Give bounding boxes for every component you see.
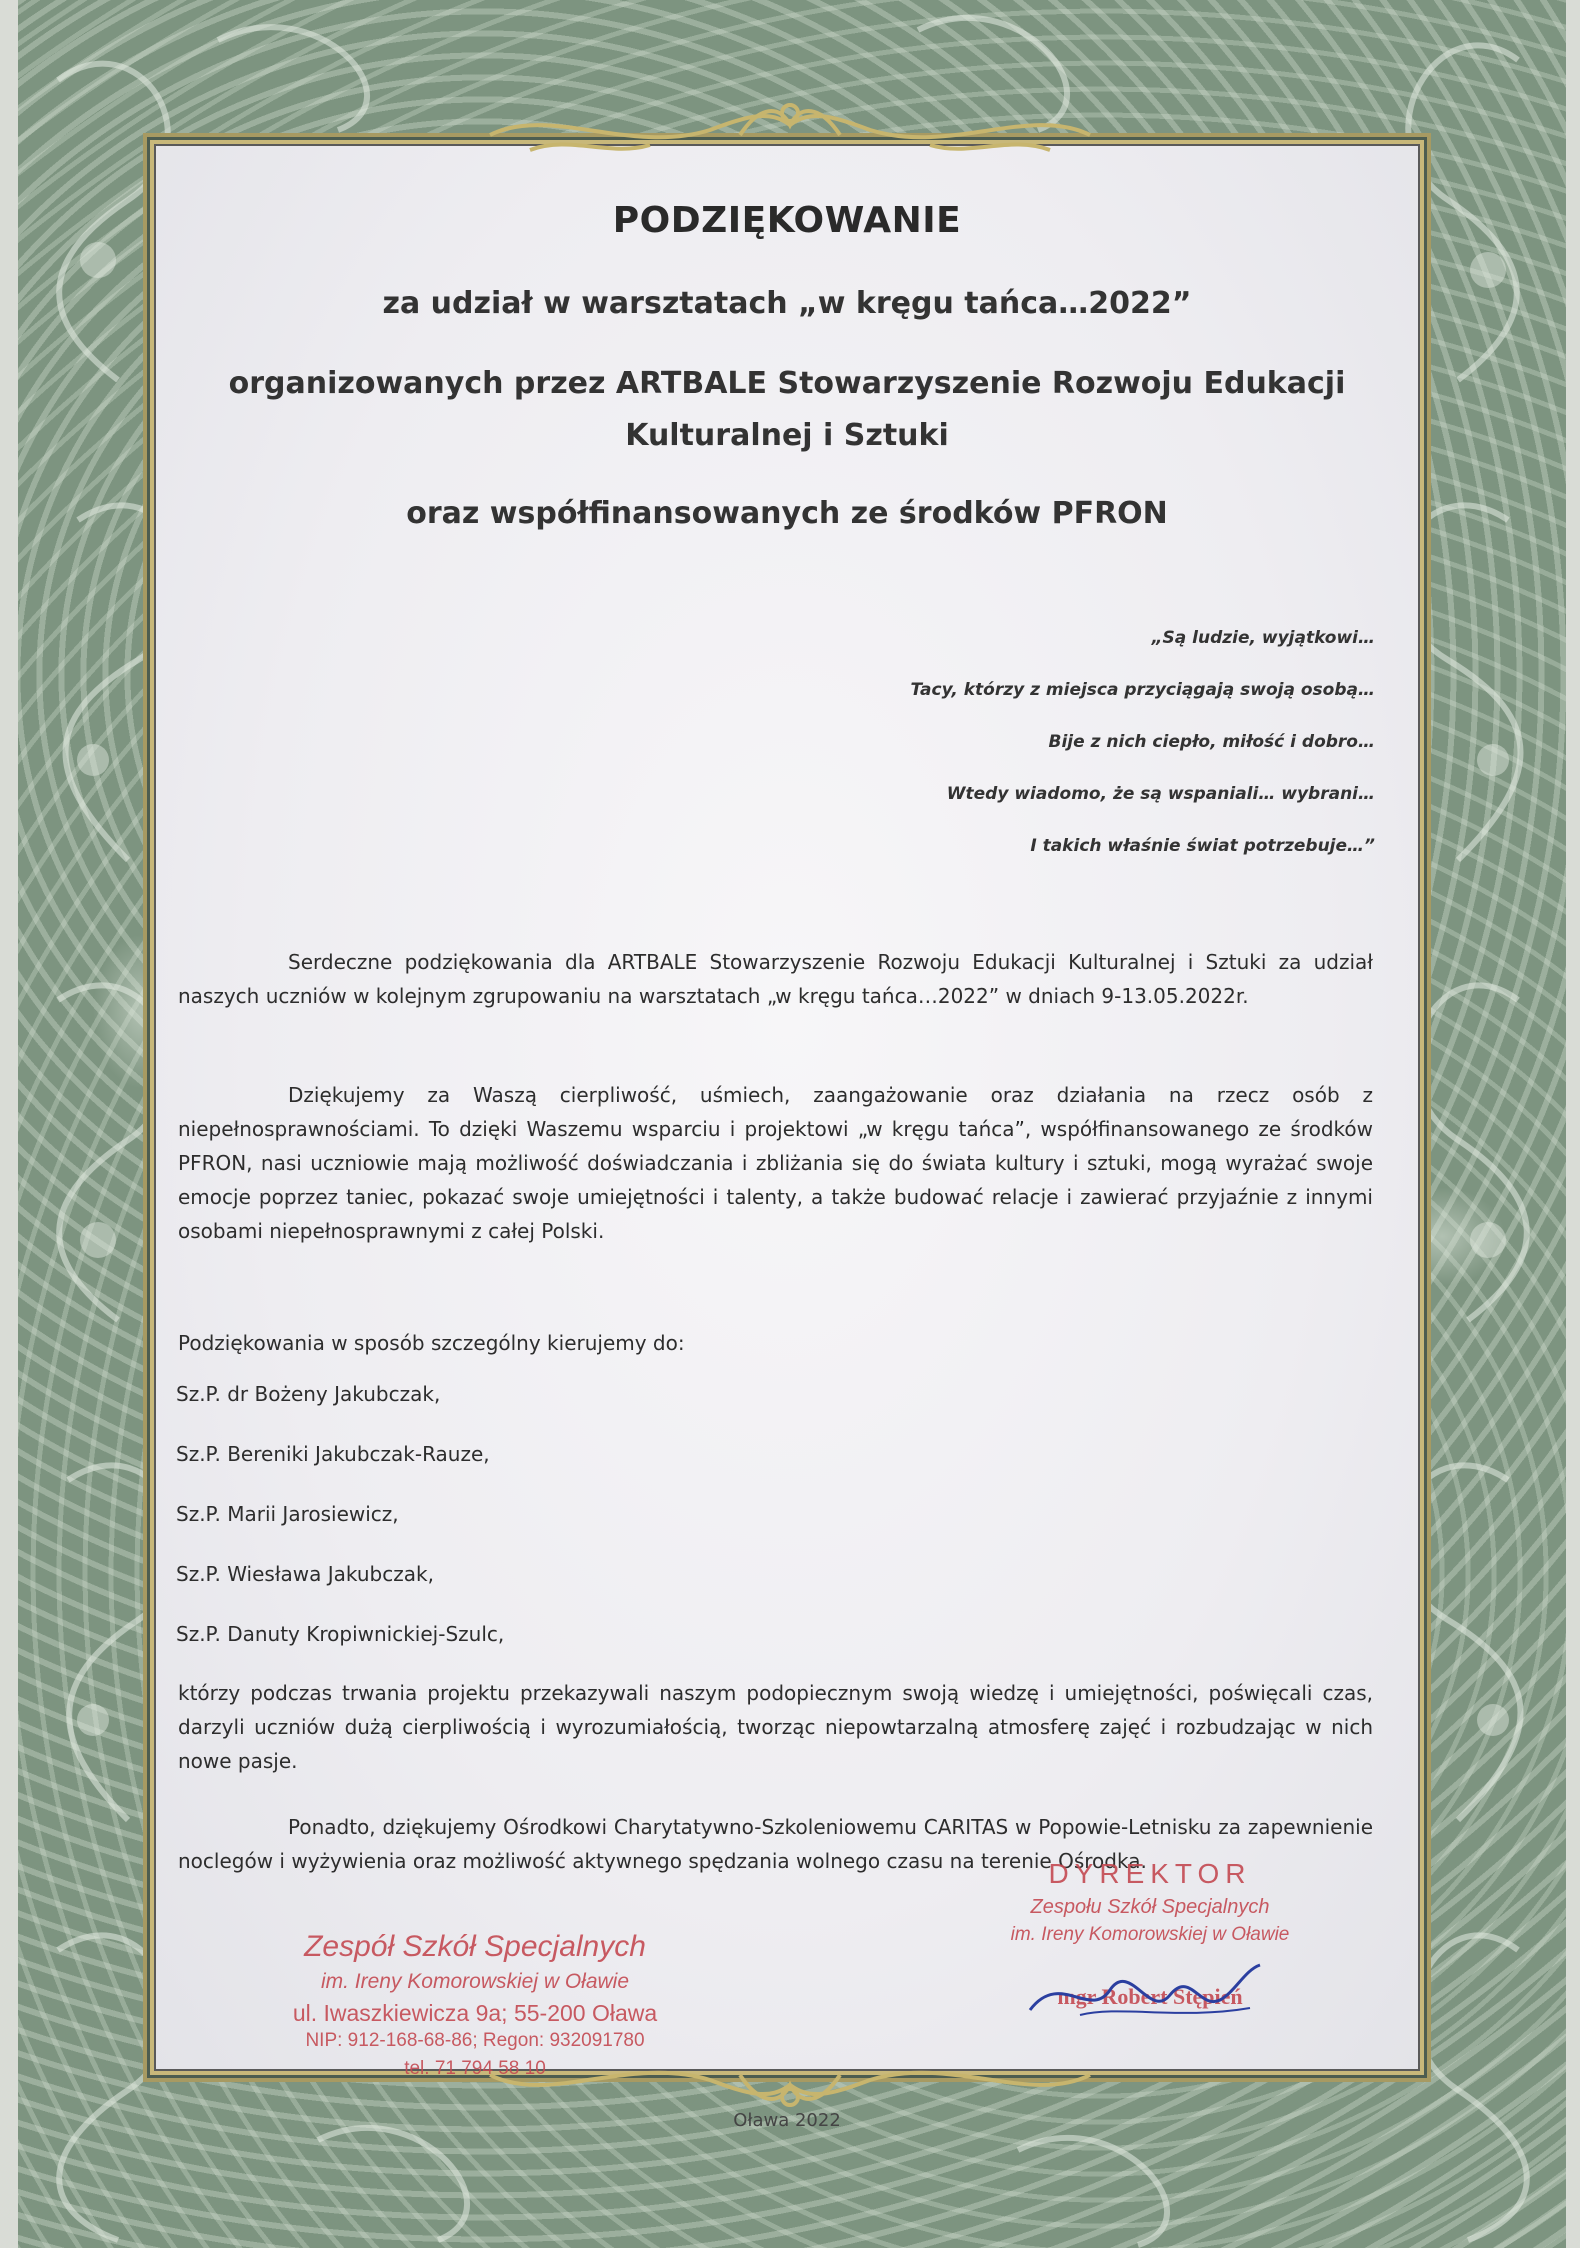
bottom-gold-ornament <box>470 2045 1110 2115</box>
quote-line: Tacy, którzy z miejsca przyciągają swoją osobą… <box>910 680 1375 700</box>
quote-line: Bije z nich ciepło, miłość i dobro… <box>1048 732 1375 752</box>
addressee-name: Sz.P. Danuty Kropiwnickiej-Szulc, <box>176 1622 505 1646</box>
quote-line: I takich właśnie świat potrzebuje…” <box>1030 836 1375 856</box>
addressee-name: Sz.P. Bereniki Jakubczak-Rauze, <box>176 1442 490 1466</box>
footer-place-year: Oława 2022 <box>733 2110 841 2131</box>
addressee-name: Sz.P. Wiesława Jakubczak, <box>176 1562 434 1586</box>
stamp-school-phone: tel. 71 794 58 10 <box>404 2058 546 2079</box>
paragraph-thanks: Serdeczne podziękowania dla ARTBALE Stowarzyszenie Rozwoju Edukacji Kulturalnej i Sztuki za udział naszych uczniów w kolejnym zgrupowaniu na warsztatach „w kręgu tańca…2022” w dniach 9-13.05.2022r. <box>178 950 1373 1008</box>
stamp-director-title: DYREKTOR <box>1048 1858 1252 1889</box>
stamp-director-patron: im. Ireny Komorowskiej w Oławie <box>1010 1924 1290 1945</box>
paragraph-caritas: Ponadto, dziękujemy Ośrodkowi Charytatywno-Szkoleniowemu CARITAS w Popowie-Letnisku za zapewnienie noclegów i wyżywienia oraz możliwość aktywnego spędzania wolnego czasu na terenie Ośrodka. <box>178 1815 1373 1873</box>
subtitle-workshop: za udział w warsztatach „w kręgu tańca…2022” <box>382 286 1192 321</box>
stamp-school-nip: NIP: 912-168-68-86; Regon: 932091780 <box>305 2030 645 2051</box>
subtitle-funding: oraz współfinansowanych ze środków PFRON <box>406 496 1168 531</box>
paragraph-addressees-intro: Podziękowania w sposób szczególny kierujemy do: <box>178 1331 685 1355</box>
document-title: PODZIĘKOWANIE <box>612 200 962 241</box>
paragraph-gratitude: Dziękujemy za Waszą cierpliwość, uśmiech, zaangażowanie oraz działania na rzecz osób z niepełnosprawnościami. To dzięki Waszemu wsparciu i projektowi „w kręgu tańca”, współfinansowanego ze środków PFRON, nasi uczniowie mają możliwość doświadczania i zbliżania się do świata kultury i sztuki, mogą wyrażać swoje emocje poprzez taniec, pokazać swoje umiejętności i talenty, a także budować relacje i zawierać przyjaźnie z innymi osobami niepełnosprawnymi z całej Polski. <box>178 1083 1373 1243</box>
stamp-director-name: mgr Robert Stępień <box>1057 1984 1243 2009</box>
addressee-name: Sz.P. Marii Jarosiewicz, <box>176 1502 399 1526</box>
top-gold-ornament <box>470 95 1110 165</box>
quote-line: „Są ludzie, wyjątkowi… <box>1151 628 1375 648</box>
subtitle-organizer-line-1: organizowanych przez ARTBALE Stowarzyszenie Rozwoju Edukacji <box>228 366 1346 401</box>
stamp-director-school: Zespołu Szkół Specjalnych <box>1030 1896 1270 1918</box>
stamp-school-patron: im. Ireny Komorowskiej w Oławie <box>320 1970 630 1993</box>
paragraph-instructors: którzy podczas trwania projektu przekazywali naszym podopiecznym swoją wiedzę i umiejętności, poświęcali czas, darzyli uczniów dużą cierpliwością i wyrozumiałością, tworząc niepowtarzalną atmosferę zajęć i rozbudzając w nich nowe pasje. <box>178 1681 1373 1773</box>
stamp-school-address: ul. Iwaszkiewicza 9a; 55-200 Oława <box>292 2000 658 2026</box>
stamp-school-name: Zespół Szkół Specjalnych <box>304 1930 646 1963</box>
quote-line: Wtedy wiadomo, że są wspaniali… wybrani… <box>946 784 1375 804</box>
subtitle-organizer-line-2: Kulturalnej i Sztuki <box>625 418 949 453</box>
signature-icon <box>1020 1950 1270 2030</box>
addressee-name: Sz.P. dr Bożeny Jakubczak, <box>176 1382 441 1406</box>
